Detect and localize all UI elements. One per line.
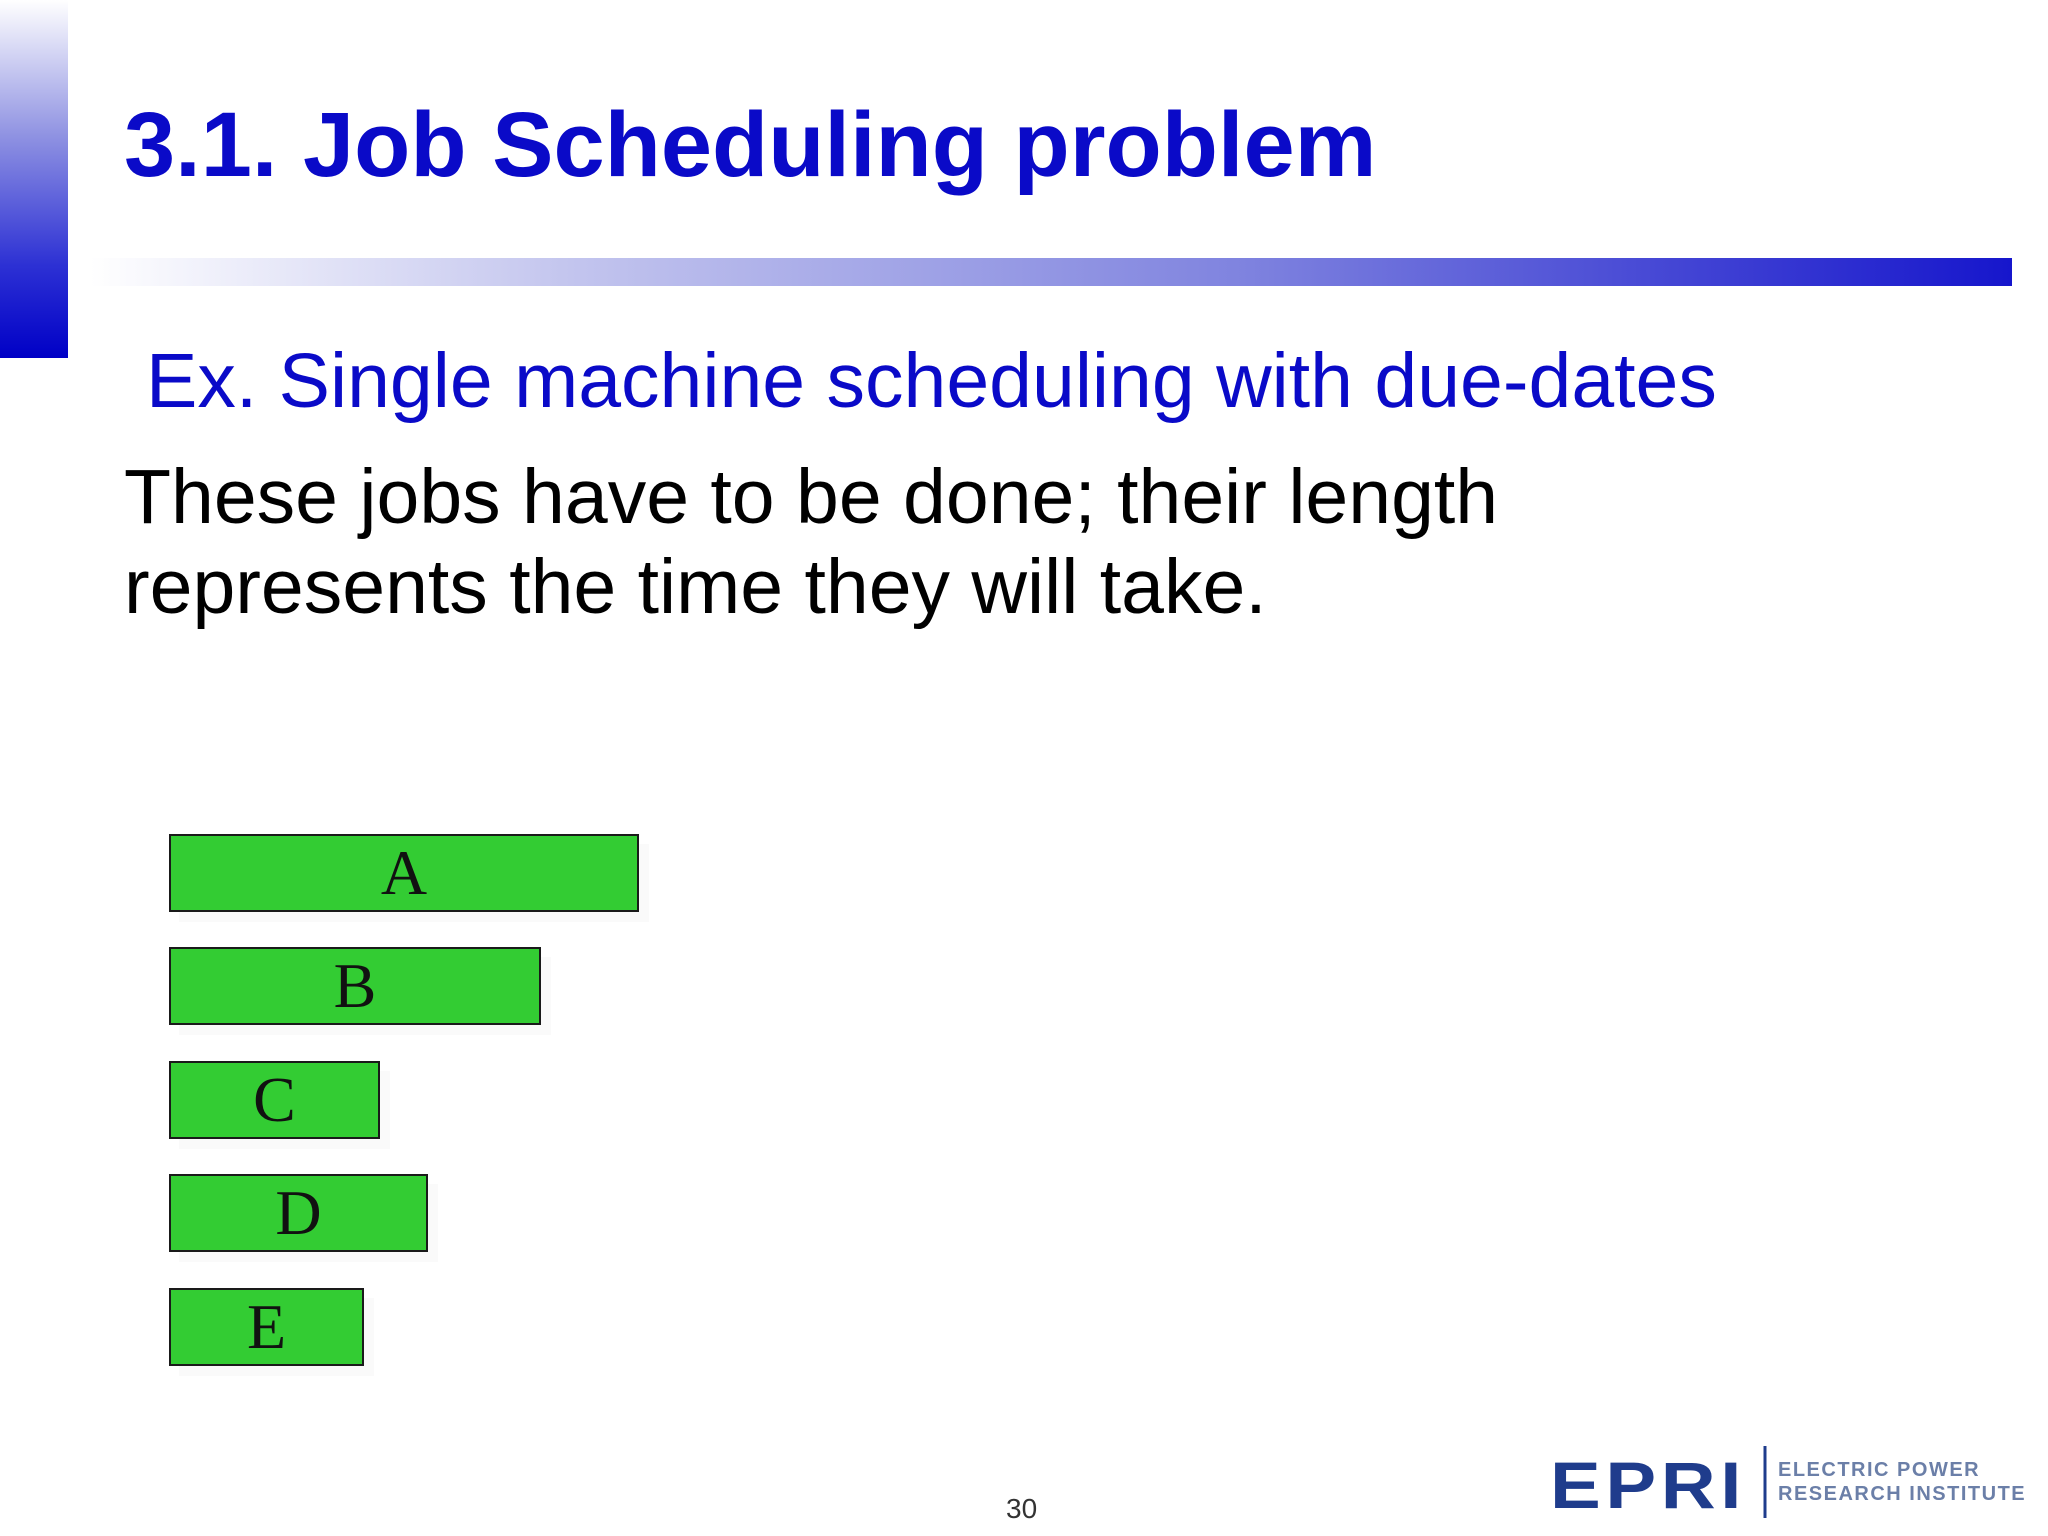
slide-subtitle: Ex. Single machine scheduling with due-dates xyxy=(146,338,1717,424)
job-label-b: B xyxy=(333,950,377,1021)
slide-title: 3.1. Job Scheduling problem xyxy=(124,94,1377,196)
slide-body-text xyxy=(124,452,1498,632)
body-line-2: represents the time they will take. xyxy=(124,544,1267,630)
body-line-1: These jobs have to be done; their length xyxy=(124,454,1499,540)
job-label-d: D xyxy=(275,1177,322,1248)
job-bar-c xyxy=(169,1061,380,1139)
job-bar-e xyxy=(169,1288,364,1366)
corner-accent-bar xyxy=(0,0,68,358)
job-bar-d xyxy=(169,1174,428,1252)
page-number: 30 xyxy=(1006,1493,1038,1524)
logo-line-2: RESEARCH INSTITUTE xyxy=(1778,1483,2027,1505)
epri-logo xyxy=(1550,1440,2027,1524)
job-label-a: A xyxy=(380,837,428,908)
logo-line-1: ELECTRIC POWER xyxy=(1778,1459,1981,1481)
title-underline-gradient xyxy=(90,258,2012,286)
job-bar-b xyxy=(169,947,541,1025)
job-label-e: E xyxy=(246,1291,287,1362)
epri-logo-wordmark: EPRI xyxy=(1550,1448,1746,1522)
job-label-c: C xyxy=(253,1064,296,1135)
job-bar-a xyxy=(169,834,639,912)
